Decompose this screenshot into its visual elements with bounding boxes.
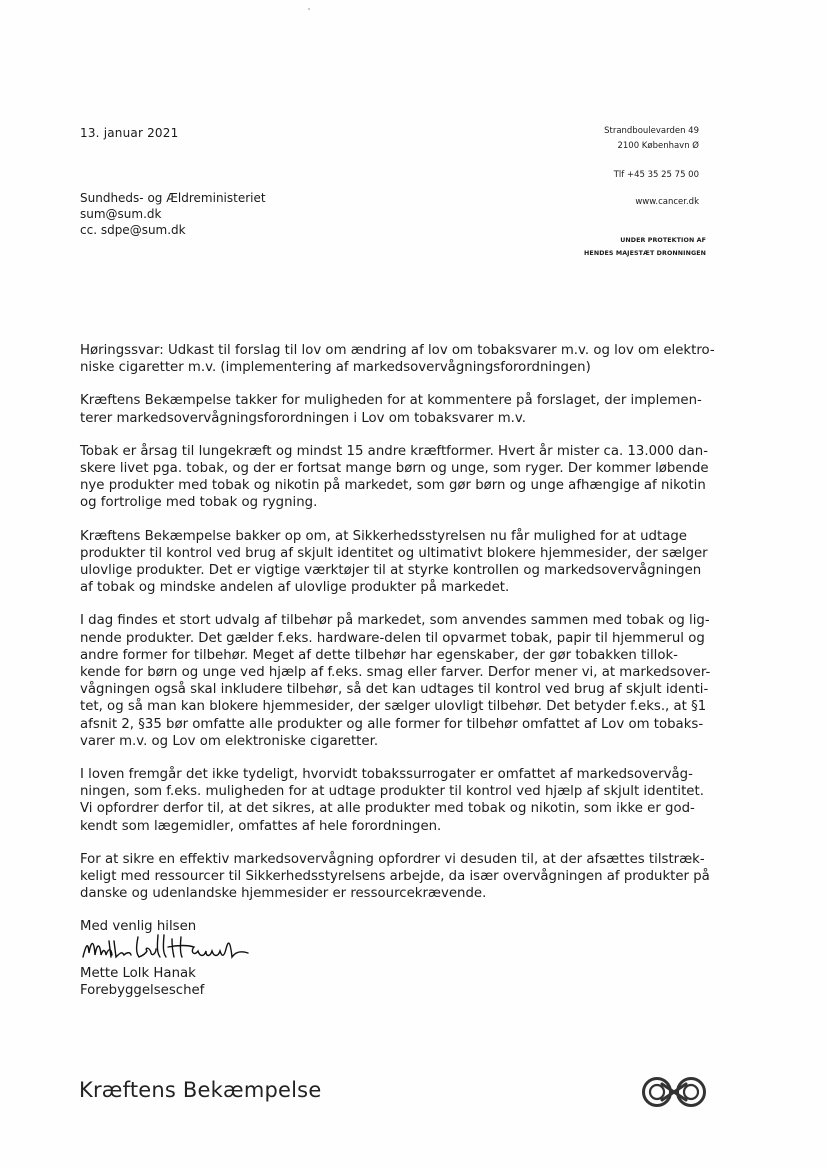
- letter-paragraph: [80, 342, 720, 376]
- paragraph-line: produkter til kontrol ved brug af skjult identitet og ultimativt blokere hjemmesider, der sælger: [80, 545, 708, 561]
- paragraph-line: ningen, som f.eks. muligheden for at udtage produkter til kontrol ved hjælp af skjult identitet.: [80, 784, 704, 800]
- letter-paragraph: [80, 392, 720, 426]
- paragraph-line: kende for børn og unge ved hjælp af f.eks. smag eller farver. Derfor mener vi, at markedsover-: [80, 665, 711, 681]
- signer-block: [80, 965, 204, 999]
- letter-date: 13. januar 2021: [80, 126, 179, 140]
- paragraph-line: kendt som lægemidler, omfattes af hele forordningen.: [80, 818, 442, 834]
- paragraph-line: For at sikre en effektiv markedsovervågning opfordrer vi desuden til, at der afsættes tilstræk-: [80, 851, 705, 867]
- recipient-cc: cc. sdpe@sum.dk: [80, 223, 186, 237]
- paragraph-line: af tobak og mindske andelen af ulovlige produkter på markedet.: [80, 580, 510, 596]
- paragraph-line: tet, og så man kan blokere hjemmesider, der sælger ulovligt tilbehør. Det betyder f.eks., at §1: [80, 699, 707, 715]
- paragraph-line: vågningen også skal inkludere tilbehør, så det kan udtages til kontrol ved brug af skjult identi-: [80, 682, 709, 698]
- paragraph-line: danske og udenlandske hjemmesider er ressourcekrævende.: [80, 886, 487, 902]
- signer-title: Forebyggelseschef: [80, 983, 205, 999]
- paragraph-line: andre former for tilbehør. Meget af dette tilbehør har egenskaber, der gør tobakken tillok-: [80, 647, 678, 663]
- sender-street: Strandboulevarden 49: [604, 126, 699, 136]
- royal-patronage-note: [584, 234, 706, 260]
- paragraph-line: terer markedsovervågningsforordningen i Lov om tobaksvarer m.v.: [80, 410, 526, 426]
- sender-address-block: [604, 124, 699, 210]
- paragraph-line: niske cigaretter m.v. (implementering af markedsovervågningsforordningen): [80, 360, 591, 376]
- patronage-line-1: UNDER PROTEKTION AF: [620, 237, 706, 244]
- paragraph-line: Vi opfordrer derfor til, at det sikres, at alle produkter med tobak og nikotin, som ikke er god-: [80, 801, 695, 817]
- paragraph-line: skere livet pga. tobak, og der er fortsat mange børn og unge, som ryger. Der kommer løbende: [80, 461, 709, 477]
- signer-name: Mette Lolk Hanak: [80, 966, 196, 981]
- recipient-email: sum@sum.dk: [80, 207, 162, 221]
- paragraph-line: nye produkter med tobak og nikotin på markedet, som gør børn og unge afhængige af nikotin: [80, 478, 706, 494]
- letter-paragraph: [80, 851, 720, 903]
- letter-paragraph: [80, 612, 720, 750]
- sender-phone: Tlf +45 35 25 75 00: [613, 170, 699, 180]
- patronage-line-2: HENDES MAJESTÆT DRONNINGEN: [584, 250, 706, 257]
- paragraph-line: keligt med ressourcer til Sikkerhedsstyrelsens arbejde, da især overvågningen af produkter på: [80, 869, 710, 885]
- recipient-name: Sundheds- og Ældreministeriet: [80, 191, 266, 205]
- paragraph-line: Kræftens Bekæmpelse bakker op om, at Sikkerhedsstyrelsen nu får mulighed for at udtage: [80, 528, 687, 544]
- letter-paragraph: [80, 443, 720, 512]
- footer-brand-name: Kræftens Bekæmpelse: [79, 1078, 322, 1102]
- infinity-cross-logo-icon: [640, 1072, 708, 1112]
- paragraph-line: Høringssvar: Udkast til forslag til lov om ændring af lov om tobaksvarer m.v. og lov om elektro-: [80, 343, 715, 358]
- paragraph-line: Tobak er årsag til lungekræft og mindst 15 andre kræftformer. Hvert år mister ca. 13.000 dan-: [80, 443, 708, 459]
- scan-speck: [308, 8, 310, 10]
- paragraph-line: Kræftens Bekæmpelse takker for muligheden for at kommentere på forslaget, der implemen-: [80, 393, 702, 409]
- paragraph-line: I dag findes et stort udvalg af tilbehør på markedet, som anvendes sammen med tobak og lig-: [80, 613, 710, 629]
- sender-website: www.cancer.dk: [635, 197, 699, 207]
- paragraph-line: nende produkter. Det gælder f.eks. hardware-delen til opvarmet tobak, papir til hjemmerul og: [80, 630, 705, 646]
- paragraph-line: og fortrolige med tobak og rygning.: [80, 495, 318, 511]
- paragraph-line: I loven fremgår det ikke tydeligt, hvorvidt tobakssurrogater er omfattet af markedsovervåg-: [80, 767, 693, 783]
- sender-city: 2100 København Ø: [617, 141, 699, 151]
- closing-salutation: Med venlig hilsen: [80, 919, 197, 935]
- letter-body: [80, 342, 720, 952]
- paragraph-line: afsnit 2, §35 bør omfatte alle produkter og alle former for tilbehør omfattet af Lov om tobaks-: [80, 716, 704, 732]
- paragraph-line: varer m.v. og Lov om elektroniske cigaretter.: [80, 733, 379, 749]
- letter-paragraph: [80, 528, 720, 597]
- letter-paragraph: [80, 766, 720, 835]
- paragraph-line: ulovlige produkter. Det er vigtige værktøjer til at styrke kontrollen og markedsovervågningen: [80, 563, 702, 579]
- handwritten-signature: [78, 927, 268, 967]
- recipient-block: [80, 190, 266, 238]
